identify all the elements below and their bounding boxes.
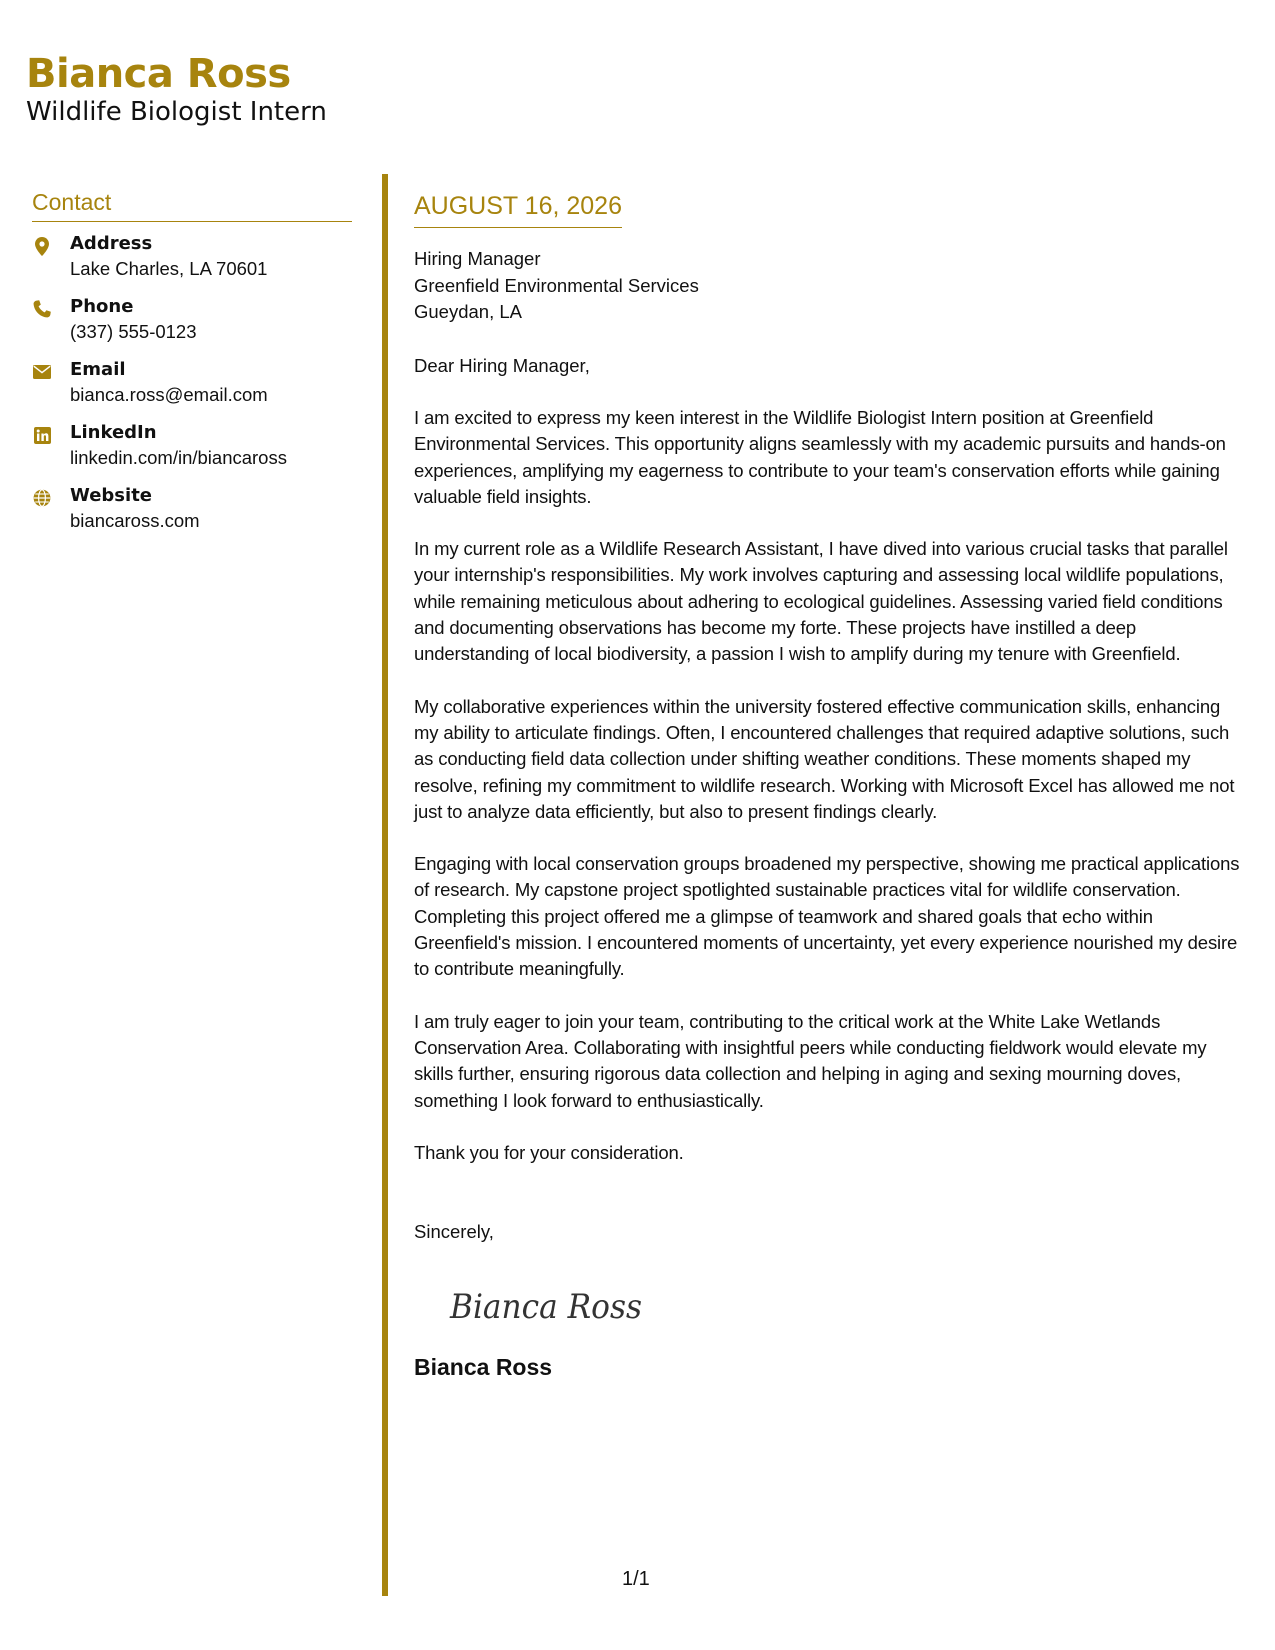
letter-paragraph: In my current role as a Wildlife Research Assistant, I have dived into various crucial tasks that parallel your internship's responsibilities. My work involves capturing and assessing local wildlife populations, while remaining meticulous about adhering to ecological guidelines. Assessing varied field conditions and documenting observations has become my forte. These projects have instilled a deep understanding of local biodiversity, a passion I wish to amplify during my tenure with Greenfield. — [414, 538, 1228, 665]
vertical-divider — [382, 174, 388, 1596]
signer-name: Bianca Ross — [414, 1353, 553, 1380]
phone-value: (337) 555-0123 — [70, 321, 197, 342]
contact-item-linkedin — [32, 421, 352, 484]
letter-paragraph: Thank you for your consideration. — [414, 1141, 684, 1163]
linkedin-icon — [32, 425, 52, 445]
applicant-role: Wildlife Biologist Intern — [26, 97, 327, 127]
contact-heading: Contact — [32, 187, 352, 222]
letter-paragraph: I am truly eager to join your team, contributing to the critical work at the White Lake Wetlands Conservation Area. Collaborating with insightful peers while conducting fieldwork would elevate my skills further, ensuring rigorous data collection and helping in aging and sexing mourning doves, something I look forward to enthusiastically. — [414, 1010, 1207, 1111]
website-value[interactable]: biancaross.com — [70, 510, 200, 531]
contact-label: Phone — [70, 296, 134, 317]
envelope-icon — [32, 362, 52, 382]
letter-date: AUGUST 16, 2026 — [414, 190, 622, 228]
contact-item-email — [32, 358, 352, 421]
letter-paragraph: I am excited to express my keen interest in the Wildlife Biologist Intern position at Greenfield Environmental Services. This opportunity aligns seamlessly with my academic pursuits and hands-on experiences, amplifying my eagerness to contribute to your team's conservation efforts while gaining valuable field insights. — [414, 407, 1226, 507]
letter-paragraph: Engaging with local conservation groups broadened my perspective, showing me practical applications of research. My capstone project spotlighted sustainable practices vital for wildlife conservation. Completing this project offered me a glimpse of teamwork and shared goals that echo within Greenfield's mission. I encountered moments of uncertainty, yet every experience nourished my desire to contribute meaningfully. — [414, 853, 1240, 980]
page-number: 1/1 — [622, 1568, 650, 1590]
globe-icon — [32, 488, 52, 508]
salutation: Dear Hiring Manager, — [414, 354, 590, 376]
contact-list — [32, 232, 352, 547]
contact-item-website — [32, 484, 352, 547]
contact-label: LinkedIn — [70, 422, 157, 443]
address-value: Lake Charles, LA 70601 — [70, 258, 268, 279]
map-pin-icon — [32, 236, 52, 256]
contact-item-address — [32, 232, 352, 295]
phone-icon — [32, 299, 52, 319]
contact-label: Address — [70, 233, 153, 254]
applicant-name: Bianca Ross — [26, 51, 291, 97]
linkedin-value[interactable]: linkedin.com/in/biancaross — [70, 447, 287, 468]
closing: Sincerely, — [414, 1221, 494, 1243]
contact-sidebar — [32, 187, 352, 547]
contact-label: Email — [70, 359, 126, 380]
handwritten-signature — [448, 1280, 1244, 1330]
header — [26, 50, 327, 128]
email-value[interactable]: bianca.ross@email.com — [70, 384, 268, 405]
letter-paragraph: My collaborative experiences within the university fostered effective communication skills, enhancing my ability to articulate findings. Often, I encountered challenges that required adaptive solutions, such as conducting field data collection under shifting weather conditions. These moments shaped my resolve, refining my commitment to wildlife research. Working with Microsoft Excel has allowed me not just to analyze data efficiently, but also to present findings clearly. — [414, 695, 1235, 822]
contact-item-phone — [32, 295, 352, 358]
recipient-company: Greenfield Environmental Services — [414, 274, 699, 296]
recipient-title: Hiring Manager — [414, 248, 541, 269]
letter-body — [414, 190, 1244, 1382]
recipient-block — [414, 246, 1244, 326]
recipient-location: Gueydan, LA — [414, 301, 522, 322]
signature-text: Bianca Ross — [449, 1286, 642, 1327]
contact-label: Website — [70, 485, 153, 506]
